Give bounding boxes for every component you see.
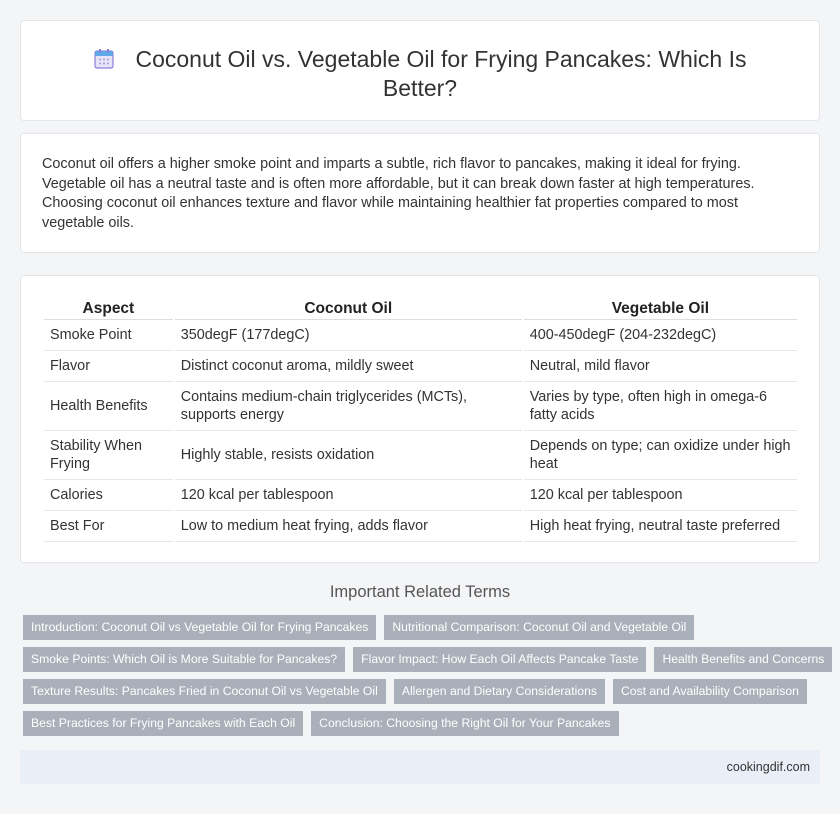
column-header-aspect: Aspect [44,296,173,320]
table-row [44,382,797,431]
table-cell: 350degF (177degC) [175,320,522,351]
intro-card [20,133,820,253]
page-title-container [21,45,819,103]
table-cell: Highly stable, resists oxidation [175,431,522,480]
table-cell: Depends on type; can oxidize under high heat [524,431,797,480]
table-cell: Calories [44,480,173,511]
calendar-icon [93,48,115,70]
related-term-tag[interactable]: Conclusion: Choosing the Right Oil for Your Pancakes [311,711,618,736]
header-card [20,20,820,121]
table-cell: Distinct coconut aroma, mildly sweet [175,351,522,382]
related-term-tag[interactable]: Smoke Points: Which Oil is More Suitable for Pancakes? [23,647,345,672]
column-header-coconut-oil: Coconut Oil [175,296,522,320]
related-term-tag[interactable]: Introduction: Coconut Oil vs Vegetable Oil for Frying Pancakes [23,615,376,640]
related-terms-heading: Important Related Terms [329,583,511,601]
table-row [44,511,797,542]
related-term-tag[interactable]: Texture Results: Pancakes Fried in Coconut Oil vs Vegetable Oil [23,679,386,704]
related-term-tag[interactable]: Best Practices for Frying Pancakes with Each Oil [23,711,303,736]
related-term-tag[interactable]: Nutritional Comparison: Coconut Oil and Vegetable Oil [384,615,694,640]
comparison-table-card [20,275,820,563]
related-term-tag[interactable]: Cost and Availability Comparison [613,679,807,704]
comparison-table [42,296,799,542]
table-cell: Low to medium heat frying, adds flavor [175,511,522,542]
footer-site-link[interactable]: cookingdif.com [726,760,810,774]
table-cell: High heat frying, neutral taste preferred [524,511,797,542]
table-cell: Smoke Point [44,320,173,351]
table-row [44,431,797,480]
intro-paragraph: Coconut oil offers a higher smoke point and imparts a subtle, rich flavor to pancakes, making it ideal for frying. Vegetable oil has a neutral taste and is often more affordable, but it can break down faster at high temperatures. Choosing coconut oil enhances texture and flavor while maintaining healthier fat properties compared to most vegetable oils. [42,156,755,231]
table-cell: Health Benefits [44,382,173,431]
related-term-tag[interactable]: Flavor Impact: How Each Oil Affects Pancake Taste [353,647,646,672]
table-row [44,320,797,351]
table-cell: Best For [44,511,173,542]
table-row [44,480,797,511]
table-cell: 400-450degF (204-232degC) [524,320,797,351]
related-term-tag[interactable]: Health Benefits and Concerns [654,647,832,672]
related-terms-list [23,615,823,743]
related-term-tag[interactable]: Allergen and Dietary Considerations [394,679,605,704]
page-title: Coconut Oil vs. Vegetable Oil for Frying Pancakes: Which Is Better? [135,46,747,101]
column-header-vegetable-oil: Vegetable Oil [524,296,797,320]
table-cell: 120 kcal per tablespoon [175,480,522,511]
table-cell: Neutral, mild flavor [524,351,797,382]
table-cell: Varies by type, often high in omega-6 fatty acids [524,382,797,431]
table-row [44,351,797,382]
table-cell: Stability When Frying [44,431,173,480]
table-cell: Flavor [44,351,173,382]
footer [20,750,820,784]
table-cell: 120 kcal per tablespoon [524,480,797,511]
table-cell: Contains medium-chain triglycerides (MCTs), supports energy [175,382,522,431]
